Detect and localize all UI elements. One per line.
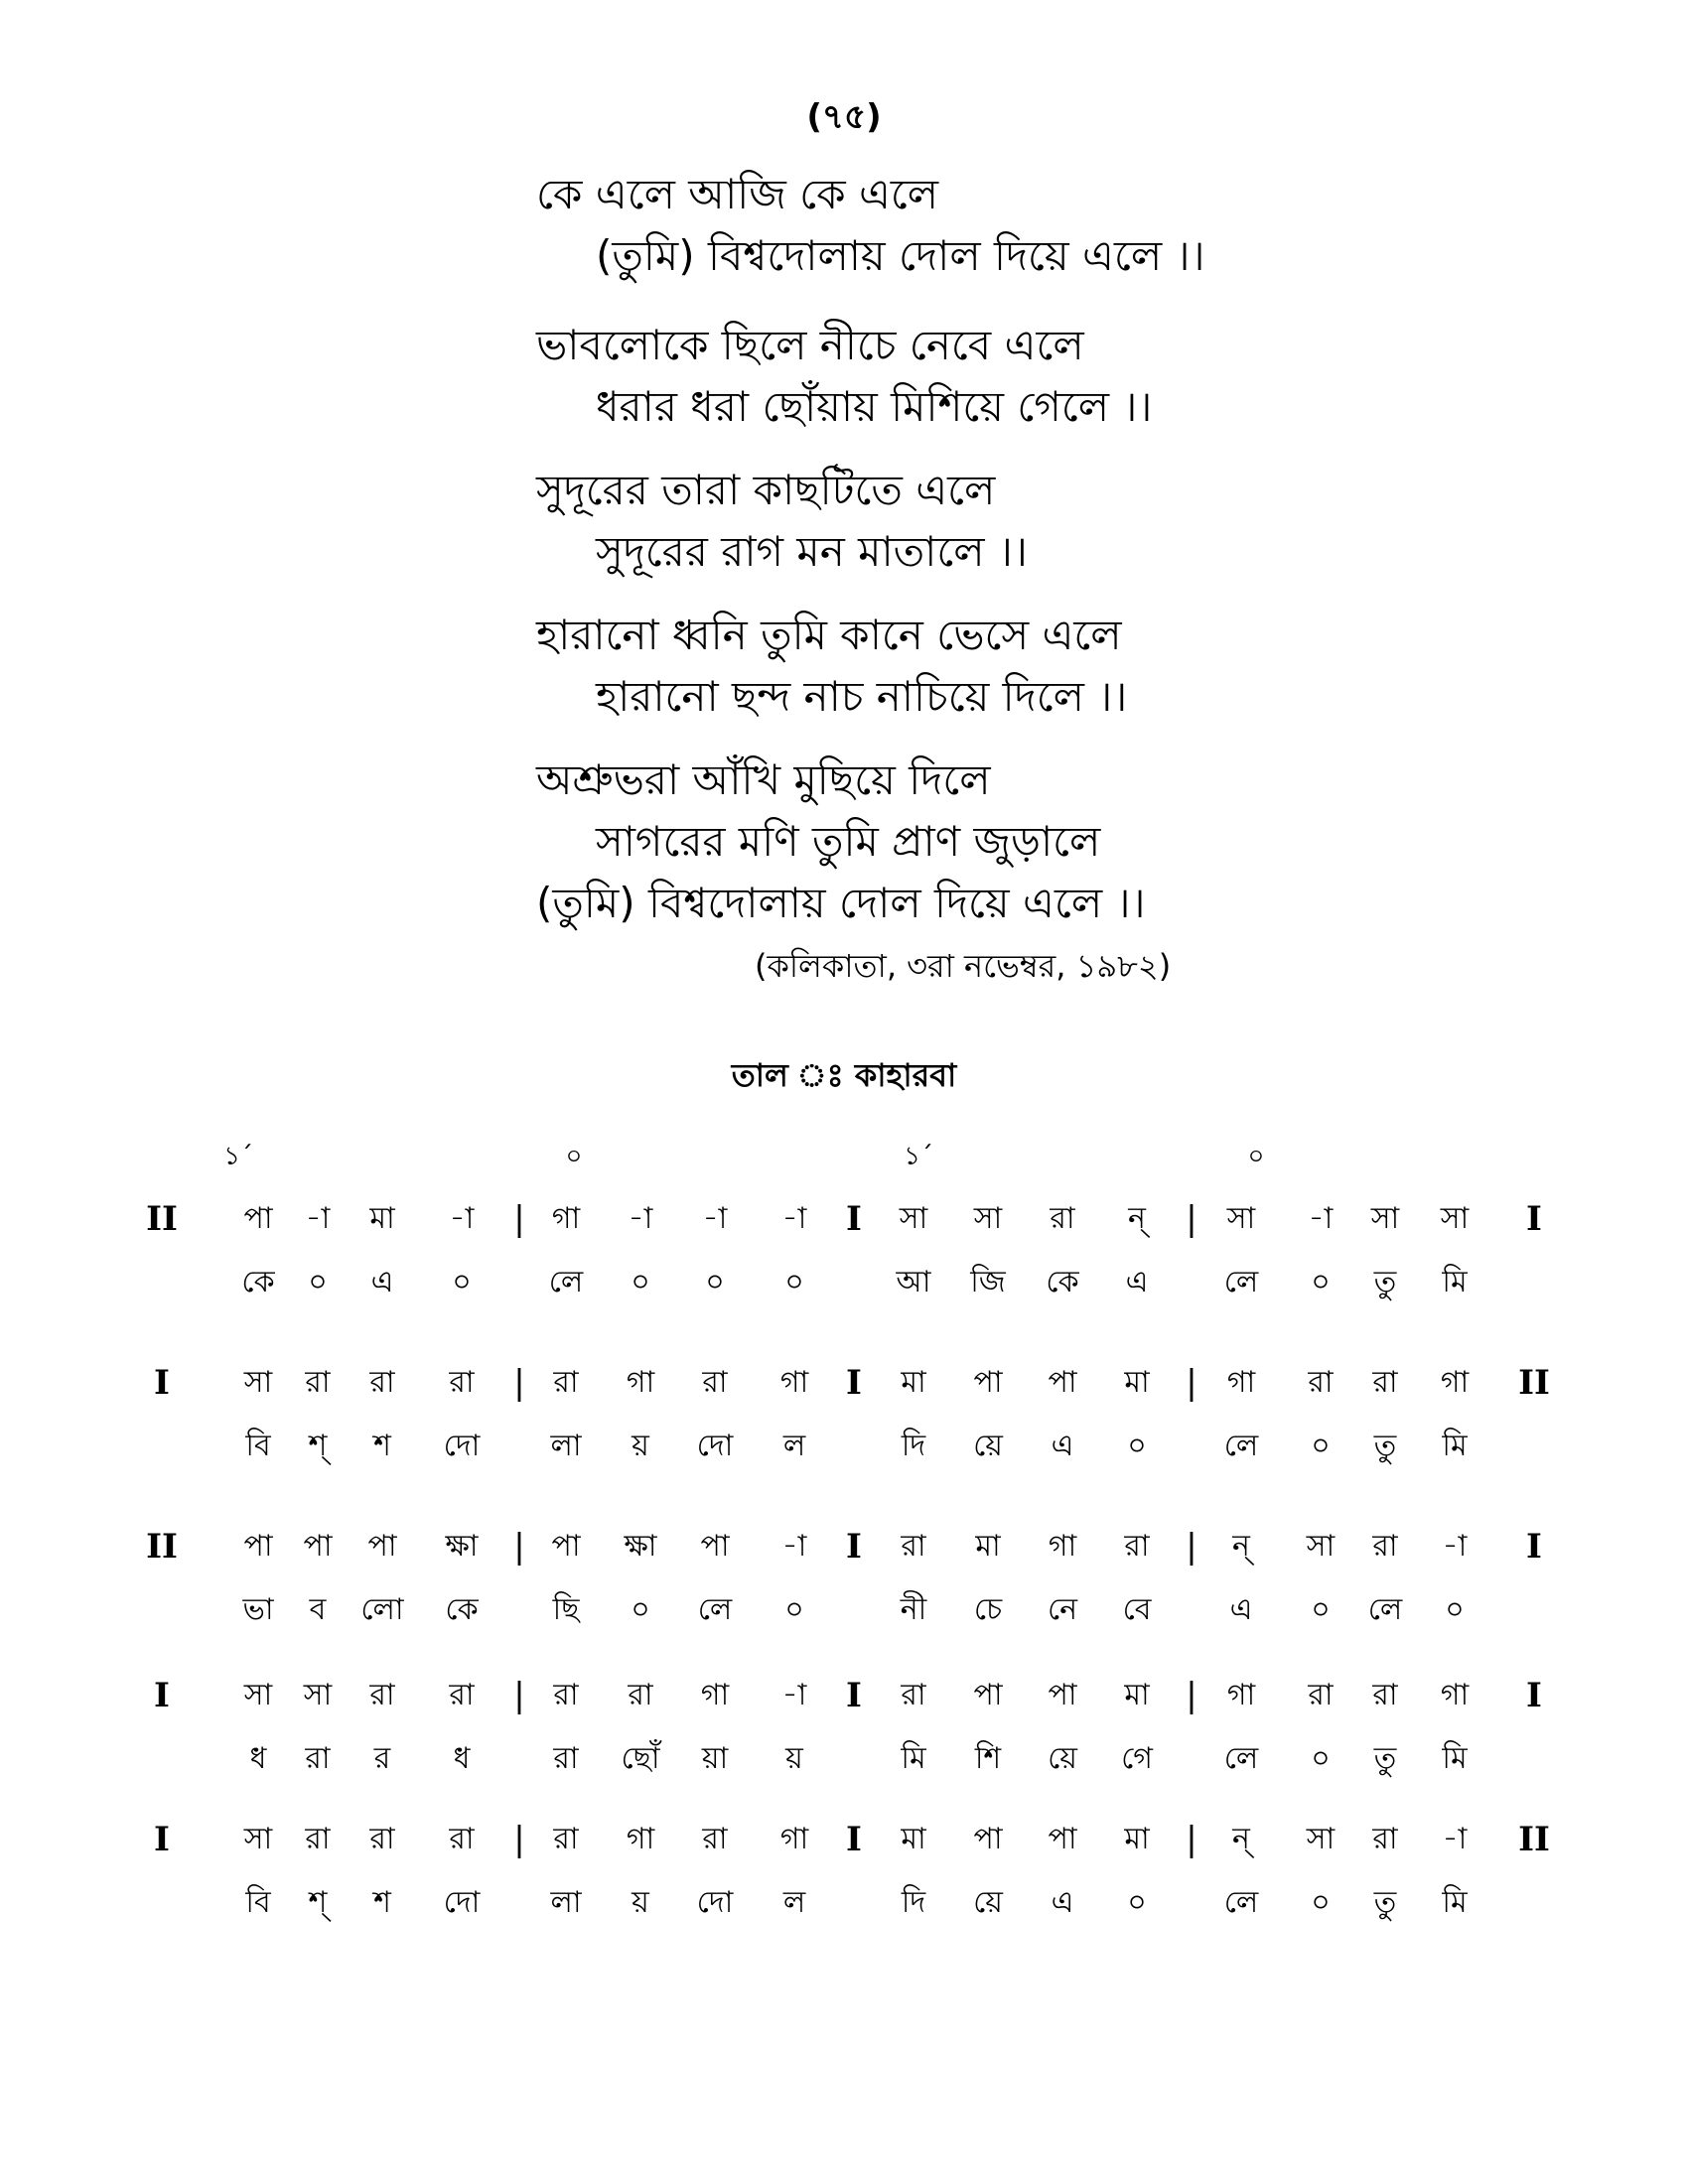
swara-note: পা bbox=[973, 1365, 1003, 1400]
swara-note: মা bbox=[1124, 1365, 1150, 1400]
bar-line-end: I bbox=[1526, 1199, 1542, 1239]
swara-note: গা bbox=[1440, 1678, 1470, 1712]
bar-line-start: I bbox=[154, 1820, 170, 1859]
swara-note: পা bbox=[1048, 1678, 1077, 1712]
lyric-syllable: তু bbox=[1373, 1741, 1397, 1776]
swara-note: পা bbox=[1048, 1365, 1077, 1400]
swara-note: রা bbox=[1372, 1822, 1398, 1856]
lyric-syllable: চে bbox=[973, 1592, 1003, 1627]
lyric-syllable: ০ bbox=[452, 1265, 472, 1299]
lyric-syllable: ০ bbox=[1311, 1592, 1331, 1627]
bar-line-section: I bbox=[846, 1676, 862, 1715]
swara-note: ন্ bbox=[1128, 1201, 1146, 1236]
swara-note: পা bbox=[367, 1529, 397, 1564]
lyric-syllable: রা bbox=[305, 1741, 331, 1776]
lyric-syllable: শ্ bbox=[308, 1885, 328, 1920]
swara-note: মা bbox=[975, 1529, 1001, 1564]
bar-line: | bbox=[1186, 1199, 1197, 1239]
swara-note: গা bbox=[626, 1365, 655, 1400]
swara-note: -া bbox=[781, 1201, 807, 1236]
poem-line: কে এলে আজি কে এলে bbox=[536, 170, 939, 218]
bar-line-start: II bbox=[146, 1527, 178, 1567]
lyric-syllable: এ bbox=[370, 1265, 394, 1299]
lyric-syllable: ০ bbox=[1311, 1885, 1331, 1920]
swara-note: -া bbox=[1442, 1529, 1468, 1564]
lyric-syllable: মি bbox=[1442, 1265, 1468, 1299]
bar-line: | bbox=[513, 1363, 525, 1403]
bar-line-section: I bbox=[846, 1527, 862, 1567]
dateline: (কলিকাতা, ৩রা নভেম্বর, ১৯৮২) bbox=[755, 947, 1172, 985]
swara-note: পা bbox=[973, 1822, 1003, 1856]
lyric-syllable: শ্ bbox=[308, 1429, 328, 1463]
lyric-syllable: জি bbox=[970, 1265, 1006, 1299]
swara-note: পা bbox=[551, 1529, 581, 1564]
poem-line: সুদূরের তারা কাছটিতে এলে bbox=[536, 466, 996, 514]
lyric-syllable: কে bbox=[445, 1592, 479, 1627]
lyric-syllable: শি bbox=[974, 1741, 1002, 1776]
lyric-syllable: য়ে bbox=[1048, 1741, 1077, 1776]
lyric-syllable: ০ bbox=[631, 1592, 650, 1627]
swara-note: রা bbox=[449, 1365, 475, 1400]
page-number: (৭৫) bbox=[806, 97, 882, 137]
lyric-syllable: লে bbox=[1223, 1741, 1259, 1776]
swara-note: গা bbox=[1226, 1678, 1256, 1712]
swara-note: সা bbox=[899, 1201, 928, 1236]
bar-line-section: I bbox=[846, 1199, 862, 1239]
swara-note: রা bbox=[449, 1822, 475, 1856]
swara-note: -া bbox=[1308, 1201, 1334, 1236]
swara-note: রা bbox=[628, 1678, 653, 1712]
swara-note: -া bbox=[781, 1529, 807, 1564]
lyric-syllable: ০ bbox=[1127, 1885, 1147, 1920]
lyric-syllable: শ bbox=[373, 1429, 391, 1463]
beat-marker: ০ bbox=[565, 1142, 583, 1171]
swara-note: রা bbox=[1372, 1529, 1398, 1564]
beat-marker: ১´ bbox=[904, 1142, 933, 1171]
swara-note: রা bbox=[369, 1822, 395, 1856]
lyric-syllable: ভা bbox=[242, 1592, 274, 1627]
swara-note: -া bbox=[628, 1201, 653, 1236]
swara-note: মা bbox=[901, 1822, 926, 1856]
lyric-syllable: লে bbox=[1223, 1265, 1259, 1299]
lyric-syllable: য় bbox=[632, 1885, 649, 1920]
swara-note: রা bbox=[1372, 1365, 1398, 1400]
lyric-syllable: নী bbox=[900, 1592, 927, 1627]
lyric-syllable: কে bbox=[241, 1265, 275, 1299]
swara-note: রা bbox=[702, 1365, 728, 1400]
lyric-syllable: য় bbox=[785, 1741, 803, 1776]
swara-note: রা bbox=[1372, 1678, 1398, 1712]
lyric-syllable: এ bbox=[1229, 1592, 1253, 1627]
bar-line: | bbox=[1186, 1676, 1197, 1715]
bar-line-section: I bbox=[846, 1820, 862, 1859]
lyric-syllable: আ bbox=[896, 1265, 931, 1299]
swara-note: সা bbox=[973, 1201, 1003, 1236]
swara-note: -া bbox=[781, 1678, 807, 1712]
bar-line-start: II bbox=[146, 1199, 178, 1239]
lyric-syllable: বি bbox=[245, 1885, 271, 1920]
swara-note: রা bbox=[553, 1822, 579, 1856]
swara-note: রা bbox=[553, 1678, 579, 1712]
swara-note: পা bbox=[243, 1529, 273, 1564]
swara-note: -া bbox=[305, 1201, 331, 1236]
swara-note: গা bbox=[626, 1822, 655, 1856]
swara-note: -া bbox=[449, 1201, 475, 1236]
bar-line: | bbox=[1186, 1820, 1197, 1859]
swara-note: রা bbox=[1124, 1529, 1150, 1564]
swara-note: সা bbox=[1370, 1201, 1400, 1236]
lyric-syllable: ব bbox=[309, 1592, 327, 1627]
bar-line-start: I bbox=[154, 1676, 170, 1715]
poem-line: হারানো ছন্দ নাচ নাচিয়ে দিলে ।। bbox=[596, 672, 1128, 721]
lyric-syllable: মি bbox=[1442, 1741, 1468, 1776]
lyric-syllable: ০ bbox=[1127, 1429, 1147, 1463]
swara-note: সা bbox=[1226, 1201, 1256, 1236]
swara-note: সা bbox=[1440, 1201, 1470, 1236]
lyric-syllable: ০ bbox=[784, 1265, 804, 1299]
lyric-syllable: দো bbox=[696, 1429, 734, 1463]
beat-marker: ০ bbox=[1247, 1142, 1265, 1171]
swara-note: পা bbox=[1048, 1822, 1077, 1856]
lyric-syllable: ০ bbox=[1445, 1592, 1465, 1627]
swara-note: পা bbox=[243, 1201, 273, 1236]
bar-line-section: I bbox=[846, 1363, 862, 1403]
lyric-syllable: ল bbox=[782, 1885, 806, 1920]
swara-note: ক্ষা bbox=[624, 1529, 657, 1564]
lyric-syllable: র bbox=[373, 1741, 391, 1776]
swara-note: গা bbox=[1226, 1365, 1256, 1400]
bar-line: | bbox=[513, 1527, 525, 1567]
taal-heading: তাল ঃ কাহারবা bbox=[731, 1056, 957, 1094]
lyric-syllable: য়ে bbox=[973, 1885, 1003, 1920]
lyric-syllable: নে bbox=[1047, 1592, 1078, 1627]
lyric-syllable: গে bbox=[1121, 1741, 1153, 1776]
lyric-syllable: ০ bbox=[784, 1592, 804, 1627]
swara-note: রা bbox=[305, 1365, 331, 1400]
poem-line: (তুমি) বিশ্বদোলায় দোল দিয়ে এলে ।। bbox=[536, 879, 1146, 927]
lyric-syllable: মি bbox=[901, 1741, 926, 1776]
swara-note: সা bbox=[1306, 1822, 1336, 1856]
poem-line: হারানো ধ্বনি তুমি কানে ভেসে এলে bbox=[536, 611, 1122, 659]
lyric-syllable: তু bbox=[1373, 1885, 1397, 1920]
bar-line-end: II bbox=[1518, 1820, 1550, 1859]
lyric-syllable: ০ bbox=[631, 1265, 650, 1299]
lyric-syllable: ০ bbox=[1311, 1741, 1331, 1776]
swara-note: রা bbox=[369, 1678, 395, 1712]
lyric-syllable: ০ bbox=[705, 1265, 725, 1299]
swara-note: রা bbox=[901, 1678, 926, 1712]
swara-note: ক্ষা bbox=[445, 1529, 479, 1564]
swara-note: রা bbox=[702, 1822, 728, 1856]
poem-line: (তুমি) বিশ্বদোলায় দোল দিয়ে এলে ।। bbox=[596, 231, 1205, 280]
poem-line: সুদূরের রাগ মন মাতালে ।। bbox=[596, 527, 1028, 576]
swara-note: -া bbox=[1442, 1822, 1468, 1856]
lyric-syllable: য়ে bbox=[973, 1429, 1003, 1463]
swara-note: গা bbox=[1440, 1365, 1470, 1400]
lyric-syllable: য়া bbox=[701, 1741, 729, 1776]
swara-note: সা bbox=[1306, 1529, 1336, 1564]
lyric-syllable: এ bbox=[1051, 1885, 1074, 1920]
swara-note: গা bbox=[551, 1201, 581, 1236]
poem-line: সাগরের মণি তুমি প্রাণ জুড়ালে bbox=[596, 817, 1101, 866]
swara-note: পা bbox=[303, 1529, 333, 1564]
bar-line: | bbox=[513, 1199, 525, 1239]
lyric-syllable: রা bbox=[553, 1741, 579, 1776]
swara-note: রা bbox=[1308, 1678, 1334, 1712]
swara-note: পা bbox=[700, 1529, 730, 1564]
lyric-syllable: বি bbox=[245, 1429, 271, 1463]
lyric-syllable: ০ bbox=[1311, 1265, 1331, 1299]
swara-note: মা bbox=[901, 1365, 926, 1400]
poem-line: ধরার ধরা ছোঁয়ায় মিশিয়ে গেলে ।। bbox=[596, 382, 1153, 431]
swara-note: গা bbox=[1048, 1529, 1077, 1564]
bar-line: | bbox=[1186, 1363, 1197, 1403]
swara-note: গা bbox=[779, 1365, 809, 1400]
lyric-syllable: শ bbox=[373, 1885, 391, 1920]
bar-line-end: II bbox=[1518, 1363, 1550, 1403]
swara-note: সা bbox=[243, 1678, 273, 1712]
bar-line-end: I bbox=[1526, 1527, 1542, 1567]
bar-line: | bbox=[513, 1820, 525, 1859]
swara-note: রা bbox=[553, 1365, 579, 1400]
bar-line: | bbox=[513, 1676, 525, 1715]
swara-note: রা bbox=[901, 1529, 926, 1564]
lyric-syllable: এ bbox=[1051, 1429, 1074, 1463]
bar-line-start: I bbox=[154, 1363, 170, 1403]
lyric-syllable: বে bbox=[1122, 1592, 1152, 1627]
lyric-syllable: লে bbox=[548, 1265, 584, 1299]
swara-note: সা bbox=[303, 1678, 333, 1712]
lyric-syllable: কে bbox=[1046, 1265, 1079, 1299]
swara-note: রা bbox=[305, 1822, 331, 1856]
swara-note: গা bbox=[700, 1678, 730, 1712]
lyric-syllable: মি bbox=[1442, 1429, 1468, 1463]
swara-note: রা bbox=[369, 1365, 395, 1400]
lyric-syllable: লা bbox=[550, 1885, 582, 1920]
lyric-syllable: ছি bbox=[552, 1592, 580, 1627]
swara-note: মা bbox=[369, 1201, 395, 1236]
lyric-syllable: ০ bbox=[1311, 1429, 1331, 1463]
lyric-syllable: দো bbox=[443, 1429, 481, 1463]
lyric-syllable: ধ bbox=[453, 1741, 471, 1776]
swara-note: রা bbox=[1050, 1201, 1075, 1236]
poem-line: অশ্রুভরা আঁখি মুছিয়ে দিলে bbox=[536, 755, 991, 804]
swara-note: ন্ bbox=[1232, 1822, 1250, 1856]
swara-note: রা bbox=[449, 1678, 475, 1712]
swara-note: মা bbox=[1124, 1822, 1150, 1856]
lyric-syllable: দো bbox=[696, 1885, 734, 1920]
lyric-syllable: তু bbox=[1373, 1265, 1397, 1299]
swara-note: পা bbox=[973, 1678, 1003, 1712]
bar-line: | bbox=[1186, 1527, 1197, 1567]
poem-line: ভাবলোকে ছিলে নীচে নেবে এলে bbox=[536, 321, 1084, 369]
lyric-syllable: ছোঁ bbox=[621, 1741, 660, 1776]
lyric-syllable: ল bbox=[782, 1429, 806, 1463]
lyric-syllable: লা bbox=[550, 1429, 582, 1463]
swara-note: রা bbox=[1308, 1365, 1334, 1400]
lyric-syllable: দো bbox=[443, 1885, 481, 1920]
lyric-syllable: দি bbox=[901, 1885, 926, 1920]
lyric-syllable: ০ bbox=[308, 1265, 328, 1299]
lyric-syllable: ধ bbox=[249, 1741, 267, 1776]
lyric-syllable: এ bbox=[1125, 1265, 1149, 1299]
lyric-syllable: লে bbox=[1223, 1885, 1259, 1920]
lyric-syllable: লে bbox=[697, 1592, 733, 1627]
beat-marker: ১´ bbox=[223, 1142, 253, 1171]
swara-note: সা bbox=[243, 1822, 273, 1856]
lyric-syllable: দি bbox=[901, 1429, 926, 1463]
swara-note: ন্ bbox=[1232, 1529, 1250, 1564]
lyric-syllable: লো bbox=[360, 1592, 404, 1627]
lyric-syllable: লে bbox=[1223, 1429, 1259, 1463]
bar-line-end: I bbox=[1526, 1676, 1542, 1715]
swara-note: -া bbox=[702, 1201, 728, 1236]
lyric-syllable: য় bbox=[632, 1429, 649, 1463]
swara-note: গা bbox=[779, 1822, 809, 1856]
swara-note: মা bbox=[1124, 1678, 1150, 1712]
lyric-syllable: লে bbox=[1367, 1592, 1403, 1627]
swara-note: সা bbox=[243, 1365, 273, 1400]
lyric-syllable: তু bbox=[1373, 1429, 1397, 1463]
lyric-syllable: মি bbox=[1442, 1885, 1468, 1920]
